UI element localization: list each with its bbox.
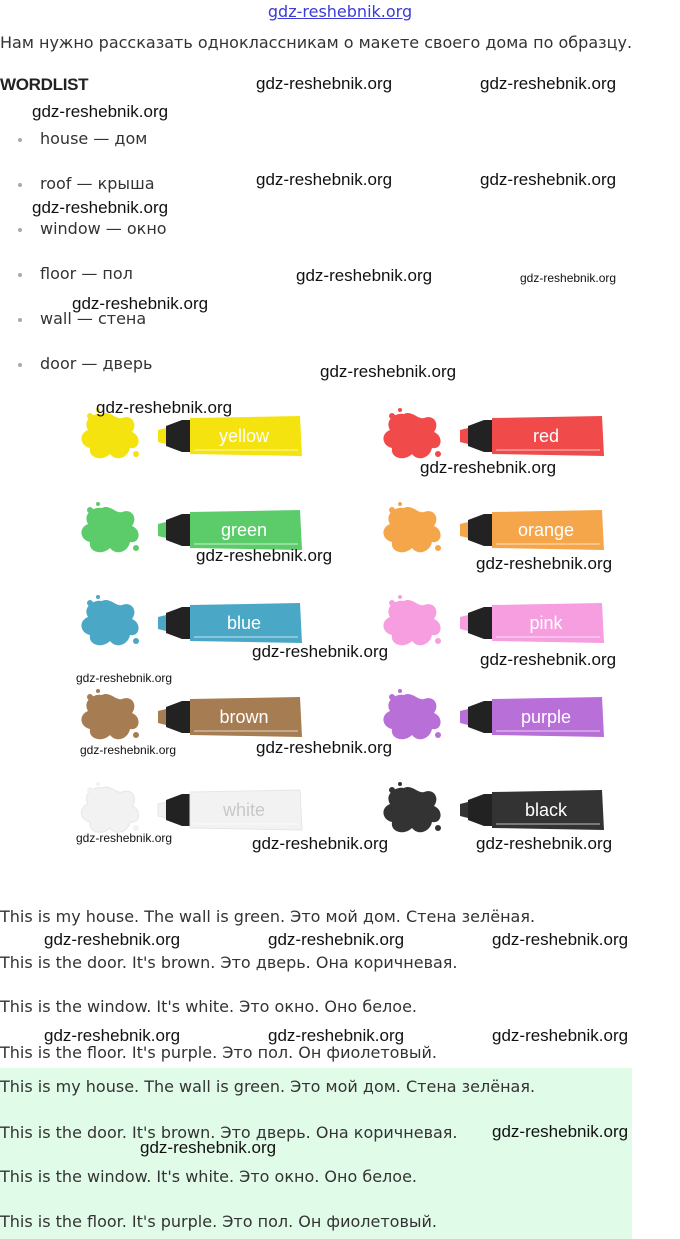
marker-tip-icon: [460, 615, 468, 631]
watermark: gdz-reshebnik.org: [268, 930, 405, 949]
paint-drop-icon: [435, 732, 441, 738]
marker-tip-icon: [158, 522, 166, 538]
watermark: gdz-reshebnik.org: [256, 74, 393, 93]
watermark: gdz-reshebnik.org: [492, 930, 629, 949]
watermark: gdz-reshebnik.org: [80, 743, 177, 757]
word-text: wall — стена: [40, 309, 147, 328]
marker-tip-icon: [158, 802, 166, 818]
paint-drop-icon: [96, 502, 100, 506]
example-sentence: This is the window. It's white. Это окно. Оно белое.: [0, 997, 417, 1016]
paint-drop-icon: [389, 507, 395, 513]
paint-drop-icon: [389, 600, 395, 606]
paint-drop-icon: [435, 545, 441, 551]
watermark: gdz-reshebnik.org: [256, 170, 393, 189]
watermark: gdz-reshebnik.org: [476, 554, 613, 573]
watermark: gdz-reshebnik.org: [480, 650, 617, 669]
marker-tip-icon: [158, 709, 166, 725]
paint-drop-icon: [389, 787, 395, 793]
word-text: door — дверь: [40, 354, 153, 373]
wordlist-heading: WORDLIST: [0, 75, 89, 94]
color-item-black: [374, 780, 614, 840]
paint-drop-icon: [87, 507, 93, 513]
marker-collar-icon: [166, 607, 190, 639]
paint-drop-icon: [96, 689, 100, 693]
paint-drop-icon: [398, 782, 402, 786]
paint-splat-icon: [81, 787, 138, 832]
paint-drop-icon: [87, 787, 93, 793]
list-item: [18, 218, 167, 263]
paint-splat-icon: [81, 507, 138, 552]
word-text: house — дом: [40, 129, 148, 148]
paint-drop-icon: [435, 638, 441, 644]
answer-sentence: This is the window. It's white. Это окно. Оно белое.: [0, 1167, 417, 1186]
watermark: gdz-reshebnik.org: [196, 546, 333, 565]
marker-collar-icon: [468, 701, 492, 733]
marker-tip-icon: [460, 522, 468, 538]
marker-collar-icon: [468, 514, 492, 546]
marker-label: orange: [517, 520, 575, 540]
paint-drop-icon: [133, 732, 139, 738]
color-item-orange: [374, 500, 614, 560]
wordlist: [18, 128, 167, 398]
list-item: [18, 308, 167, 353]
bullet-icon: [18, 273, 22, 277]
paint-splat-icon: [383, 507, 440, 552]
paint-drop-icon: [87, 694, 93, 700]
paint-drop-icon: [398, 689, 402, 693]
watermark: gdz-reshebnik.org: [76, 831, 173, 845]
marker-tip-icon: [158, 428, 166, 444]
paint-drop-icon: [133, 545, 139, 551]
marker-label: brown: [219, 707, 269, 727]
marker-collar-icon: [166, 701, 190, 733]
marker-tip-icon: [158, 615, 166, 631]
bullet-icon: [18, 138, 22, 142]
paint-splat-icon: [383, 413, 440, 458]
marker-label: pink: [529, 613, 563, 633]
paint-drop-icon: [398, 595, 402, 599]
bullet-icon: [18, 228, 22, 232]
example-sentence: This is the door. It's brown. Это дверь. Она коричневая.: [0, 953, 458, 972]
marker-tip-icon: [460, 428, 468, 444]
marker-tip-icon: [460, 802, 468, 818]
example-sentence: This is the floor. It's purple. Это пол. Он фиолетовый.: [0, 1043, 437, 1062]
bullet-icon: [18, 183, 22, 187]
watermark: gdz-reshebnik.org: [140, 1138, 277, 1157]
paint-splat-icon: [81, 413, 138, 458]
paint-drop-icon: [133, 451, 139, 457]
watermark: gdz-reshebnik.org: [252, 642, 389, 661]
watermark: gdz-reshebnik.org: [296, 266, 433, 285]
paint-splat-icon: [81, 600, 138, 645]
marker-label: white: [222, 800, 266, 820]
marker-collar-icon: [166, 420, 190, 452]
watermark: gdz-reshebnik.org: [32, 198, 169, 217]
paint-drop-icon: [87, 600, 93, 606]
paint-drop-icon: [398, 408, 402, 412]
word-text: floor — пол: [40, 264, 133, 283]
marker-label: purple: [520, 707, 572, 727]
marker-label: yellow: [218, 426, 270, 446]
example-sentence: This is my house. The wall is green. Это мой дом. Стена зелёная.: [0, 907, 536, 926]
watermark: gdz-reshebnik.org: [480, 170, 617, 189]
marker-collar-icon: [468, 420, 492, 452]
watermark: gdz-reshebnik.org: [44, 930, 181, 949]
marker-collar-icon: [166, 794, 190, 826]
paint-splat-icon: [383, 600, 440, 645]
marker-label: green: [220, 520, 268, 540]
list-item: [18, 353, 167, 398]
paint-drop-icon: [96, 782, 100, 786]
answer-sentence: This is my house. The wall is green. Это мой дом. Стена зелёная.: [0, 1077, 536, 1096]
color-item-pink: [374, 593, 614, 653]
marker-tip-icon: [460, 709, 468, 725]
answer-sentence: This is the floor. It's purple. Это пол. Он фиолетовый.: [0, 1212, 437, 1231]
paint-drop-icon: [87, 413, 93, 419]
paint-splat-icon: [383, 787, 440, 832]
watermark: gdz-reshebnik.org: [492, 1122, 629, 1141]
paint-splat-icon: [81, 694, 138, 739]
paint-drop-icon: [389, 694, 395, 700]
site-link[interactable]: gdz-reshebnik.org: [267, 2, 413, 21]
watermark: gdz-reshebnik.org: [76, 671, 173, 685]
watermark: gdz-reshebnik.org: [492, 1026, 629, 1045]
paint-drop-icon: [389, 413, 395, 419]
color-item-red: [374, 406, 614, 466]
word-text: window — окно: [40, 219, 167, 238]
watermark: gdz-reshebnik.org: [44, 1026, 181, 1045]
paint-drop-icon: [435, 825, 441, 831]
bullet-icon: [18, 363, 22, 367]
marker-label: blue: [226, 613, 262, 633]
watermark: gdz-reshebnik.org: [420, 458, 557, 477]
watermark: gdz-reshebnik.org: [268, 1026, 405, 1045]
watermark: gdz-reshebnik.org: [32, 102, 169, 121]
watermark: gdz-reshebnik.org: [252, 834, 389, 853]
watermark: gdz-reshebnik.org: [520, 271, 617, 285]
watermark: gdz-reshebnik.org: [96, 398, 233, 417]
paint-drop-icon: [133, 638, 139, 644]
watermark: gdz-reshebnik.org: [480, 74, 617, 93]
answer-sentence: This is the door. It's brown. Это дверь. Она коричневая.: [0, 1123, 458, 1142]
marker-collar-icon: [166, 514, 190, 546]
marker-collar-icon: [468, 794, 492, 826]
list-item: [18, 128, 167, 173]
paint-drop-icon: [96, 595, 100, 599]
paint-drop-icon: [398, 502, 402, 506]
intro-text: Нам нужно рассказать одноклассникам о макете своего дома по образцу.: [0, 33, 633, 52]
marker-label: black: [524, 800, 568, 820]
watermark: gdz-reshebnik.org: [72, 294, 209, 313]
paint-drop-icon: [435, 451, 441, 457]
paint-splat-icon: [383, 694, 440, 739]
watermark: gdz-reshebnik.org: [476, 834, 613, 853]
color-item-purple: [374, 687, 614, 747]
bullet-icon: [18, 318, 22, 322]
marker-label: red: [532, 426, 559, 446]
watermark: gdz-reshebnik.org: [256, 738, 393, 757]
word-text: roof — крыша: [40, 174, 155, 193]
marker-collar-icon: [468, 607, 492, 639]
watermark: gdz-reshebnik.org: [320, 362, 457, 381]
